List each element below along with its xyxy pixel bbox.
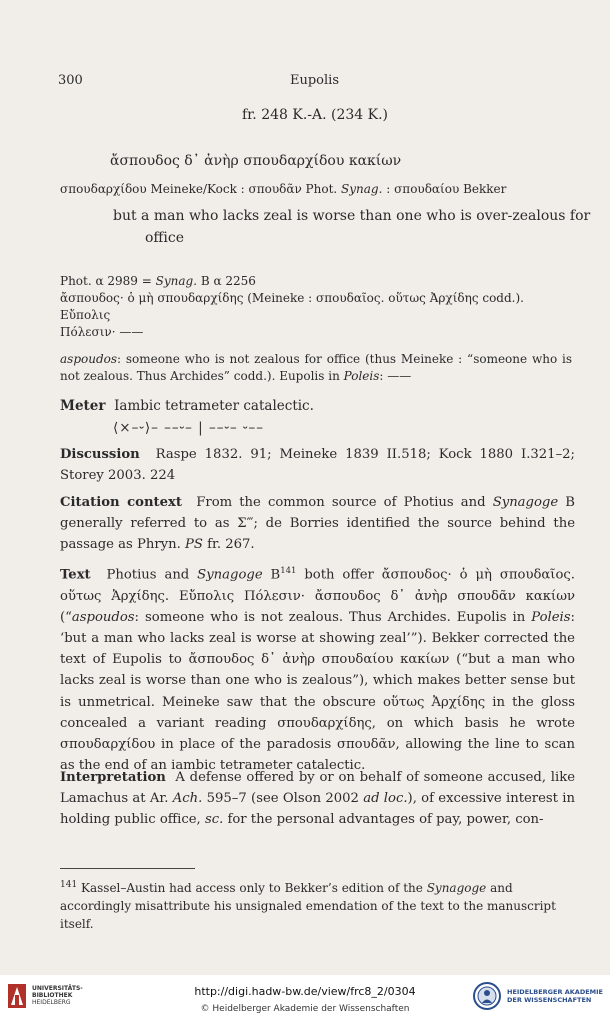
testimonia-text: Phot. α 2989 = <box>60 274 156 288</box>
apparatus-text: : σπουδαίου Bekker <box>382 182 507 196</box>
footnote-synagoge: Synagoge <box>426 881 487 895</box>
testimonia <box>60 273 575 385</box>
permalink-url[interactable]: http://digi.hadw-bw.de/view/frc8_2/0304 <box>194 985 416 998</box>
academy-line: HEIDELBERGER AKADEMIE <box>507 988 603 996</box>
academy-name[interactable] <box>507 988 603 1004</box>
footnote-reference[interactable]: 141 <box>280 566 297 576</box>
testimonia-translation <box>60 351 572 385</box>
discussion-label: Discussion <box>60 447 140 462</box>
meter-label: Meter <box>60 398 106 414</box>
interpretation-text: ), of excessive interest in holding public office, <box>60 791 575 828</box>
text-aspoudos: aspoudos <box>71 609 135 625</box>
text-body: : someone who is not zealous. Thus Archides. Eupolis in <box>134 609 532 625</box>
critical-apparatus <box>60 182 506 196</box>
copyright-notice: © Heidelberger Akademie der Wissenschaften <box>200 1004 410 1014</box>
interpretation-adloc: ad loc. <box>363 791 408 807</box>
testimonia-lemma: aspoudos <box>60 352 118 366</box>
citation-synagoge: Synagoge <box>492 495 559 510</box>
text-body: Photius and <box>106 567 198 583</box>
citation-context-section <box>60 492 575 556</box>
testimonia-text: : —— <box>379 369 412 383</box>
academy-seal-icon[interactable] <box>472 981 502 1011</box>
footnote-text: Kassel–Austin had access only to Bekker’s edition of the <box>81 881 427 895</box>
page-number: 300 <box>58 73 83 88</box>
university-line: UNIVERSITÄTS- <box>32 985 83 992</box>
footnote-divider <box>60 868 195 869</box>
testimonia-greek-end: Πόλεσιν· —— <box>60 325 144 339</box>
testimonia-poleis: Poleis <box>343 369 380 383</box>
translation-line: office <box>145 230 184 246</box>
meter-section <box>60 398 314 414</box>
testimonia-greek: ἄσπουδος· ὁ μὴ σπουδαρχίδης (Meineke : σπουδαῖος. οὕτως Ἀρχίδης codd.). Εὔπολις <box>60 291 524 322</box>
metrical-scheme: ⟨×–⏑⟩– ––⏑– | ––⏑– ⏑–– <box>113 420 265 436</box>
greek-verse: ἄσπουδος δ᾽ ἀνὴρ σπουδαρχίδου κακίων <box>110 153 402 169</box>
interpretation-section <box>60 767 575 831</box>
testimonia-synag: Synag. <box>155 274 198 288</box>
text-body: both offer ἄσπουδος· ὁ μὴ σπουδαῖος. οὕτως Ἀρχίδης. Εὔπολις Πόλεσιν· ἄσπουδος δ᾽ ἀνὴρ σπουδᾶν κακίων (“ <box>60 567 575 625</box>
viewer-footer <box>0 975 610 1019</box>
text-synagoge: Synagoge <box>197 567 263 583</box>
testimonia-text: : someone who is not zealous for office (thus Meineke : “someone who is not zealous. Thus Archides” codd.). Eupolis in <box>60 352 572 383</box>
testimonia-source <box>60 273 575 290</box>
running-title: Eupolis <box>290 73 339 88</box>
interpretation-sc: sc. <box>204 812 224 828</box>
text-poleis: Poleis <box>531 609 571 625</box>
text-body: : ‘but a man who lacks zeal is worse at showing zeal’”). Bekker corrected the text of Eupolis to ἄσπουδος δ᾽ ἀνὴρ σπουδαίου κακίων (“but a man who lacks zeal is worse than one who is zealous”), which makes better sense but is unmetrical. Meineke saw that the obscure οὕτως Ἀρχίδης in the gloss concealed a variant reading σπουδαρχίδης, on which basis he wrote σπουδαρχίδου in place of the paradosis σπουδᾶν, allowing the line to scan as the end of an iambic tetrameter catalectic. <box>60 609 575 774</box>
apparatus-text: σπουδαρχίδου Meineke/Kock : σπουδᾶν Phot. <box>60 182 342 196</box>
footnote-text: and accordingly misattribute his unsignaled emendation of the text to the manuscript itself. <box>60 881 556 931</box>
testimonia-text: B α 2256 <box>197 274 256 288</box>
university-line: BIBLIOTHEK <box>32 992 73 999</box>
meter-text: Iambic tetrameter catalectic. <box>114 398 314 414</box>
interpretation-label: Interpretation <box>60 770 166 785</box>
translation-line: but a man who lacks zeal is worse than one who is over-zealous for <box>113 208 591 224</box>
discussion-section <box>60 444 575 486</box>
interpretation-text: for the personal advantages of pay, power, con- <box>223 812 544 828</box>
academy-line: DER WISSENSCHAFTEN <box>507 996 592 1004</box>
citation-text: fr. 267. <box>202 537 255 553</box>
fragment-title: fr. 248 K.-A. (234 K.) <box>241 107 389 123</box>
citation-ps: PS <box>184 537 203 553</box>
text-body: B <box>262 567 281 583</box>
footnote-number: 141 <box>60 880 78 890</box>
citation-context-label: Citation context <box>60 495 182 510</box>
text-label: Text <box>60 567 91 583</box>
discussion-text: Raspe 1832. 91; Meineke 1839 II.518; Kock 1880 I.321–2; Storey 2003. 224 <box>60 447 575 484</box>
university-line: HEIDELBERG <box>32 999 71 1006</box>
text-section <box>60 561 575 776</box>
apparatus-synag: Synag. <box>341 182 383 196</box>
citation-text: From the common source of Photius and <box>196 495 493 510</box>
interpretation-text: A defense offered by or on behalf of someone accused, like Lamachus at Ar. <box>60 770 575 807</box>
interpretation-text: 595–7 (see Olson 2002 <box>202 791 364 807</box>
citation-text: B generally referred to as Σ‴; de Borries identified the source behind the passage as Phryn. <box>60 495 575 553</box>
interpretation-ach: Ach. <box>172 791 203 807</box>
footnote <box>60 876 565 933</box>
